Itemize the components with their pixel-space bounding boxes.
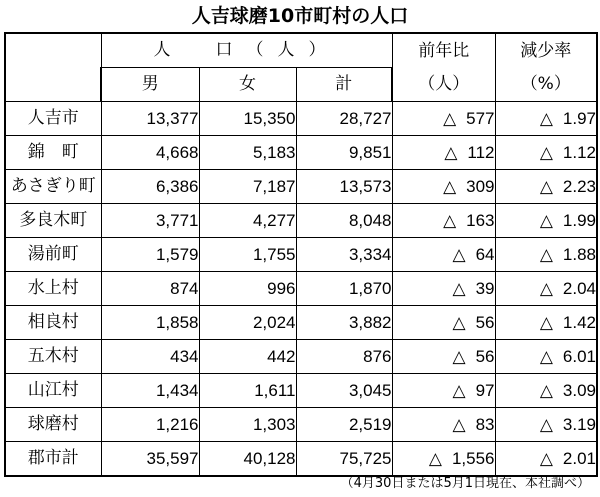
header-total: 計 [296,68,392,102]
decrease-rate-cell [495,374,597,408]
decrease-marker-icon: △ [539,313,553,332]
municipality-name-cell: 山江村 [5,374,101,408]
total-count-cell: 8,048 [296,204,392,238]
male-count-cell: 1,216 [101,408,199,442]
yoy-change-value: 163 [466,211,495,230]
municipality-name-cell: 球磨村 [5,408,101,442]
yoy-change-value: 56 [475,347,495,366]
yoy-change-cell [392,204,495,238]
yoy-change-cell [392,442,495,477]
decrease-rate-value: 3.19 [562,415,597,434]
decrease-rate-value: 6.01 [562,347,597,366]
decrease-rate-value: 2.01 [562,449,597,468]
yoy-change-value: 83 [475,415,495,434]
decrease-rate-value: 1.97 [562,109,597,128]
header-yoy-line2: （人） [418,73,470,94]
yoy-change-value: 97 [475,381,495,400]
yoy-change-cell [392,306,495,340]
male-count-cell: 3,771 [101,204,199,238]
decrease-marker-icon: △ [539,279,553,298]
decrease-rate-cell [495,340,597,374]
total-count-cell: 28,727 [296,102,392,136]
male-count-cell: 1,579 [101,238,199,272]
municipality-name-cell: 錦 町 [5,136,101,170]
header-rate [495,33,597,102]
decrease-marker-icon: △ [539,143,553,162]
female-count-cell: 996 [199,272,296,306]
decrease-marker-icon: △ [539,109,553,128]
total-count-cell: 876 [296,340,392,374]
header-yoy-line1: 前年比 [418,40,470,61]
total-count-cell: 9,851 [296,136,392,170]
header-male: 男 [101,68,199,102]
header-row-1 [5,33,597,68]
decrease-marker-icon: △ [443,211,457,230]
decrease-rate-cell [495,306,597,340]
total-count-cell: 3,882 [296,306,392,340]
female-count-cell: 40,128 [199,442,296,477]
decrease-marker-icon: △ [539,449,553,468]
decrease-marker-icon: △ [443,177,457,196]
decrease-marker-icon: △ [444,143,458,162]
male-count-cell: 874 [101,272,199,306]
decrease-rate-value: 1.12 [562,143,597,162]
decrease-rate-value: 3.09 [562,381,597,400]
female-count-cell: 5,183 [199,136,296,170]
male-count-cell: 434 [101,340,199,374]
table-row [5,136,597,170]
table-row [5,272,597,306]
table-row [5,170,597,204]
total-count-cell: 13,573 [296,170,392,204]
decrease-marker-icon: △ [539,347,553,366]
male-count-cell: 1,858 [101,306,199,340]
yoy-change-cell [392,102,495,136]
decrease-marker-icon: △ [539,245,553,264]
yoy-change-cell [392,238,495,272]
total-count-cell: 75,725 [296,442,392,477]
decrease-rate-value: 2.23 [562,177,597,196]
decrease-rate-cell [495,136,597,170]
header-corner-cell [5,33,101,102]
decrease-rate-value: 1.42 [562,313,597,332]
header-yoy [392,33,495,102]
male-count-cell: 35,597 [101,442,199,477]
female-count-cell: 7,187 [199,170,296,204]
decrease-rate-value: 2.04 [562,279,597,298]
yoy-change-cell [392,170,495,204]
yoy-change-value: 112 [467,143,495,162]
municipality-name-cell: 郡市計 [5,442,101,477]
male-count-cell: 1,434 [101,374,199,408]
yoy-change-cell [392,374,495,408]
decrease-rate-cell [495,238,597,272]
yoy-change-value: 64 [475,245,495,264]
yoy-change-value: 577 [466,109,495,128]
female-count-cell: 2,024 [199,306,296,340]
decrease-marker-icon: △ [539,415,553,434]
table-row [5,102,597,136]
total-count-cell: 3,334 [296,238,392,272]
male-count-cell: 4,668 [101,136,199,170]
decrease-rate-cell [495,204,597,238]
decrease-marker-icon: △ [443,109,457,128]
decrease-rate-cell [495,408,597,442]
header-population-group: 人 口（人） [101,33,392,68]
decrease-marker-icon: △ [539,177,553,196]
decrease-marker-icon: △ [452,279,466,298]
decrease-rate-cell [495,442,597,477]
decrease-rate-cell [495,102,597,136]
yoy-change-cell [392,136,495,170]
source-note: （4月30日または5月1日現在、本社調べ） [340,476,590,491]
municipality-name-cell: 多良木町 [5,204,101,238]
female-count-cell: 1,755 [199,238,296,272]
decrease-rate-value: 1.88 [562,245,597,264]
decrease-marker-icon: △ [452,347,466,366]
decrease-marker-icon: △ [452,245,466,264]
total-count-cell: 1,870 [296,272,392,306]
population-table [4,32,598,477]
decrease-marker-icon: △ [539,211,553,230]
municipality-name-cell: 湯前町 [5,238,101,272]
male-count-cell: 6,386 [101,170,199,204]
decrease-marker-icon: △ [539,381,553,400]
yoy-change-cell [392,340,495,374]
table-title: 人吉球磨10市町村の人口 [191,5,409,27]
municipality-name-cell: 水上村 [5,272,101,306]
female-count-cell: 1,303 [199,408,296,442]
yoy-change-value: 39 [475,279,495,298]
decrease-marker-icon: △ [452,313,466,332]
male-count-cell: 13,377 [101,102,199,136]
female-count-cell: 4,277 [199,204,296,238]
header-female: 女 [199,68,296,102]
female-count-cell: 15,350 [199,102,296,136]
total-count-cell: 2,519 [296,408,392,442]
yoy-change-value: 56 [475,313,495,332]
total-count-cell: 3,045 [296,374,392,408]
female-count-cell: 442 [199,340,296,374]
municipality-name-cell: 相良村 [5,306,101,340]
table-row [5,340,597,374]
yoy-change-value: 309 [466,177,495,196]
municipality-name-cell: 人吉市 [5,102,101,136]
header-rate-line1: 減少率 [520,40,572,61]
municipality-name-cell: あさぎり町 [5,170,101,204]
decrease-marker-icon: △ [428,449,442,468]
table-row [5,306,597,340]
yoy-change-value: 1,556 [451,449,495,468]
table-row [5,374,597,408]
municipality-name-cell: 五木村 [5,340,101,374]
female-count-cell: 1,611 [199,374,296,408]
decrease-marker-icon: △ [452,381,466,400]
yoy-change-cell [392,408,495,442]
decrease-rate-cell [495,170,597,204]
header-rate-line2: （%） [520,73,571,94]
decrease-rate-value: 1.99 [562,211,597,230]
table-row [5,442,597,477]
table-row [5,408,597,442]
yoy-change-cell [392,272,495,306]
table-row [5,204,597,238]
decrease-marker-icon: △ [452,415,466,434]
table-row [5,238,597,272]
decrease-rate-cell [495,272,597,306]
